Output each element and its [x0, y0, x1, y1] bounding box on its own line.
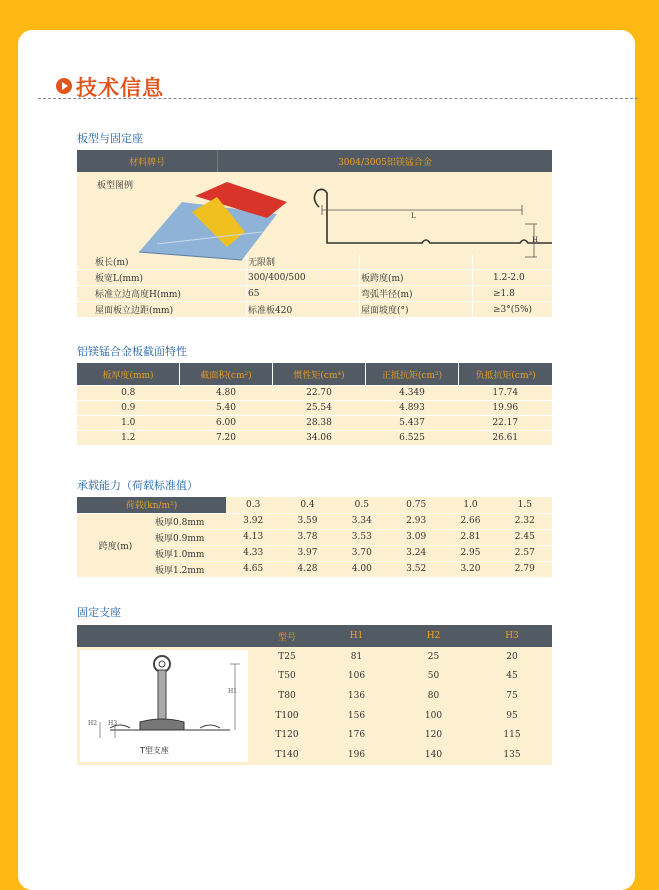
spec-value: ≥3°(5%)	[473, 302, 553, 318]
cell: 75	[472, 686, 552, 706]
cell: 26.61	[459, 431, 553, 446]
cell: 4.00	[335, 561, 389, 577]
page-heading	[38, 72, 638, 102]
cell: 3.24	[389, 545, 443, 561]
cell: 50	[395, 667, 472, 687]
cell: 5.437	[366, 416, 459, 431]
section-title-section-properties: 铝镁锰合金板截面特性	[77, 345, 187, 358]
support-diagram-cell	[77, 647, 256, 765]
section-title-profile: 板型与固定座	[77, 132, 143, 145]
fixed-support-table	[77, 625, 552, 765]
cell: 156	[318, 706, 395, 726]
profile-label: 板型图例	[97, 181, 134, 191]
spec-label: 板跨度(m)	[360, 270, 473, 286]
col-header: 板厚度(mm)	[77, 363, 180, 386]
load-capacity-grid	[77, 497, 552, 578]
cell: 22.70	[273, 386, 366, 401]
cell: 28.38	[273, 416, 366, 431]
section-title-load-capacity: 承载能力（荷载标准值）	[77, 479, 198, 492]
profile-table	[77, 150, 552, 318]
cell: 140	[395, 745, 472, 765]
cell: 5.40	[180, 401, 273, 416]
cell: 19.96	[459, 401, 553, 416]
cell: 3.34	[335, 513, 389, 529]
cell: T120	[256, 726, 318, 746]
cell: 3.20	[443, 561, 497, 577]
cell: 2.45	[498, 529, 552, 545]
cell: 3.78	[280, 529, 334, 545]
cell: T100	[256, 706, 318, 726]
col-header: H1	[318, 625, 395, 647]
material-header: 材料牌号	[77, 150, 218, 172]
cell: 3.09	[389, 529, 443, 545]
cell: 0.9	[77, 401, 180, 416]
thickness-label: 板厚1.0mm	[154, 545, 226, 561]
col-header: 负抵抗矩(cm³)	[459, 363, 553, 386]
spec-value: 标准板420	[247, 302, 360, 318]
cell: T140	[256, 745, 318, 765]
spec-value: 300/400/500	[247, 270, 360, 286]
fixed-support-grid	[77, 625, 552, 765]
support-diagram	[80, 650, 248, 762]
cell: 25	[395, 647, 472, 667]
profile-spec-table	[77, 254, 552, 318]
cell: 196	[318, 745, 395, 765]
spec-label: 屋面坡度(°)	[360, 302, 473, 318]
section-properties-table	[77, 363, 552, 446]
cell: T80	[256, 686, 318, 706]
cell: 100	[395, 706, 472, 726]
cell: 80	[395, 686, 472, 706]
cell: 6.00	[180, 416, 273, 431]
cell: 4.80	[180, 386, 273, 401]
diagram-caption: T型支座	[140, 746, 169, 755]
cell: 2.66	[443, 513, 497, 529]
cell: 81	[318, 647, 395, 667]
cell: 115	[472, 726, 552, 746]
spec-value: ≥1.8	[473, 286, 553, 302]
cell: 17.74	[459, 386, 553, 401]
cell: 95	[472, 706, 552, 726]
load-value: 0.4	[280, 497, 334, 513]
cell: 25.54	[273, 401, 366, 416]
cell: 34.06	[273, 431, 366, 446]
cell: 4.28	[280, 561, 334, 577]
profile-illustration-cell	[77, 172, 552, 254]
col-header: H3	[472, 625, 552, 647]
cell: 45	[472, 667, 552, 687]
material-value-header: 3004/3005铝镁锰合金	[218, 150, 553, 172]
col-header: 型号	[256, 625, 318, 647]
profile-table-grid	[77, 150, 552, 254]
dimension-H1-label: H1	[228, 688, 238, 695]
load-value: 0.3	[226, 497, 280, 513]
cell: 4.13	[226, 529, 280, 545]
spec-label: 板长(m)	[77, 254, 247, 270]
spec-value: 65	[247, 286, 360, 302]
cell: 22.17	[459, 416, 553, 431]
cell: 3.59	[280, 513, 334, 529]
load-value: 0.75	[389, 497, 443, 513]
cell: 2.57	[498, 545, 552, 561]
cell: 1.2	[77, 431, 180, 446]
dimension-H-label: H	[532, 236, 539, 244]
cell: 1.0	[77, 416, 180, 431]
thickness-label: 板厚0.8mm	[154, 513, 226, 529]
cell: 4.65	[226, 561, 280, 577]
cell: T50	[256, 667, 318, 687]
cell: 2.32	[498, 513, 552, 529]
thickness-label: 板厚1.2mm	[154, 561, 226, 577]
cell: 2.81	[443, 529, 497, 545]
load-capacity-table	[77, 497, 552, 578]
spec-value: 无限制	[247, 254, 360, 270]
cell: 136	[318, 686, 395, 706]
load-value: 1.5	[498, 497, 552, 513]
load-value: 0.5	[335, 497, 389, 513]
table-row	[77, 431, 552, 446]
cell: 6.525	[366, 431, 459, 446]
cell: 2.93	[389, 513, 443, 529]
diagram-header-blank	[77, 625, 256, 647]
cell: T25	[256, 647, 318, 667]
cell: 4.893	[366, 401, 459, 416]
dimension-H3-label: H3	[108, 720, 118, 727]
cell: 2.79	[498, 561, 552, 577]
load-header: 荷载(kn/m²)	[77, 497, 226, 513]
cell: 106	[318, 667, 395, 687]
table-row	[77, 401, 552, 416]
cell: 4.349	[366, 386, 459, 401]
cell: 176	[318, 726, 395, 746]
spec-label: 屋面板立边距(mm)	[77, 302, 247, 318]
spec-label: 标准立边高度H(mm)	[77, 286, 247, 302]
profile-diagram	[77, 172, 552, 262]
cell: 3.70	[335, 545, 389, 561]
cell: 0.8	[77, 386, 180, 401]
col-header: 正抵抗矩(cm³)	[366, 363, 459, 386]
dimension-H2-label: H2	[88, 720, 98, 727]
section-properties-grid	[77, 363, 552, 446]
load-value: 1.0	[443, 497, 497, 513]
dashed-divider	[38, 98, 638, 99]
span-label: 跨度(m)	[77, 513, 154, 577]
page-title: 技术信息	[76, 76, 164, 100]
table-row	[77, 647, 552, 667]
thickness-label: 板厚0.9mm	[154, 529, 226, 545]
spec-value: 1.2-2.0	[473, 270, 553, 286]
cell: 3.97	[280, 545, 334, 561]
play-arrow-icon	[56, 78, 72, 94]
cell: 20	[472, 647, 552, 667]
dimension-L-label: L	[411, 212, 416, 220]
cell: 3.92	[226, 513, 280, 529]
cell: 135	[472, 745, 552, 765]
cell: 7.20	[180, 431, 273, 446]
cell: 3.52	[389, 561, 443, 577]
col-header: H2	[395, 625, 472, 647]
table-row	[77, 386, 552, 401]
col-header: 截面积(cm²)	[180, 363, 273, 386]
section-title-fixed-support: 固定支座	[77, 606, 121, 619]
table-row	[77, 416, 552, 431]
cell: 3.53	[335, 529, 389, 545]
col-header: 惯性矩(cm⁴)	[273, 363, 366, 386]
panel-cross-section	[314, 189, 552, 243]
spec-label: 弯弧半径(m)	[360, 286, 473, 302]
cell: 120	[395, 726, 472, 746]
cell: 2.95	[443, 545, 497, 561]
table-row	[77, 513, 552, 529]
cell: 4.33	[226, 545, 280, 561]
spec-label: 板宽L(mm)	[77, 270, 247, 286]
